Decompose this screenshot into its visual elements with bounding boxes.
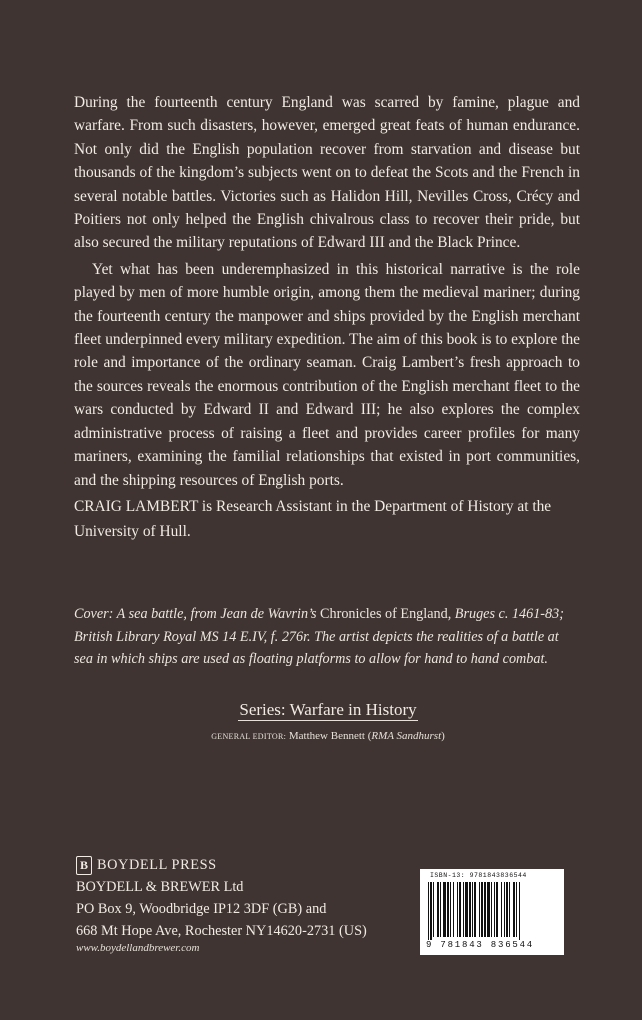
barcode-bar <box>504 882 505 937</box>
barcode-bar <box>509 882 510 937</box>
barcode-bar <box>447 882 449 937</box>
barcode-bar <box>506 882 508 937</box>
series-title <box>0 700 642 720</box>
barcode-bar <box>487 882 490 937</box>
caption-book-title: Chronicles of England <box>320 606 448 622</box>
barcode-bar <box>463 882 464 937</box>
barcode-bar <box>484 882 486 937</box>
author-bio: CRAIG LAMBERT is Research Assistant in the Department of History at the University of Hull. <box>74 497 552 540</box>
press-name: BOYDELL PRESS <box>97 857 217 873</box>
barcode-bar <box>491 882 492 937</box>
publisher-address-uk: PO Box 9, Woodbridge IP12 3DF (GB) and <box>76 901 327 917</box>
isbn-label: ISBN-13: 9781843836544 <box>430 872 527 879</box>
editor-affiliation: RMA Sandhurst <box>371 730 442 742</box>
barcode-bar <box>481 882 483 937</box>
caption-part-1: Cover: A sea battle, from Jean de Wavrin’s <box>74 606 321 622</box>
series-title-text: Series: Warfare in History <box>239 700 417 719</box>
barcode-bar <box>474 882 476 937</box>
blurb-paragraph-2: Yet what has been underemphasized in this historical narrative is the role played by men of more humble origin, among them the medieval mariner; during the fourteenth century the manpower and ships provided by the English merchant fleet underpinned every military expedition. The aim of this book is to explore the role and importance of the ordinary seaman. Craig Lambert’s fresh approach to the sources reveals the enormous contribution of the English merchant fleet to the wars conducted by Edward II and Edward III; he also explores the complex administrative process of raising a fleet and provides career profiles for many mariners, examining the familial relationships that existed in port communities, and the shipping resources of English ports. <box>74 260 580 489</box>
editor-name: Matthew Bennett ( <box>286 730 372 742</box>
barcode-bar <box>453 882 454 937</box>
publisher-website: www.boydellandbrewer.com <box>76 942 200 954</box>
barcode-bar <box>437 882 439 937</box>
barcode-bar <box>519 882 520 940</box>
barcode-bar <box>479 882 480 937</box>
barcode-bar <box>450 882 451 937</box>
barcode-bar <box>513 882 515 937</box>
barcode-bar <box>428 882 429 940</box>
isbn-barcode <box>420 869 564 955</box>
publisher-company: BOYDELL & BREWER Ltd <box>76 879 244 895</box>
caption-part-3: , Bruges c. 1461-83; British Library Royal MS 14 E.IV, f. 276r. The artist depicts the realities of a battle at sea in which ships are used as floating platforms to allow for hand to hand combat. <box>74 606 564 667</box>
publisher-block <box>76 854 416 942</box>
cover-caption <box>74 603 580 671</box>
barcode-bar <box>433 882 434 937</box>
barcode-bar <box>496 882 498 937</box>
blurb-paragraph-1: During the fourteenth century England was scarred by famine, plague and warfare. From such disasters, however, emerged great feats of human endurance. Not only did the English population recover from starvation and disease but thousands of the kingdom’s subjects went on to defeat the Scots and the French in several notable battles. Victories such as Halidon Hill, Nevilles Cross, Crécy and Poitiers not only helped the English chivalrous class to recover their pride, but also secured the military reputations of Edward III and the Black Prince. <box>74 94 580 252</box>
isbn-digits: 9 781843 836544 <box>426 940 535 950</box>
barcode-bar <box>494 882 495 937</box>
barcode-bar <box>469 882 471 937</box>
publisher-address-us: 668 Mt Hope Ave, Rochester NY14620-2731 (US) <box>76 923 367 939</box>
barcode-bar <box>465 882 468 937</box>
barcode-bar <box>443 882 446 937</box>
barcode-bar <box>457 882 458 937</box>
blurb <box>74 91 580 544</box>
editor-close: ) <box>441 730 445 742</box>
barcode-bar <box>501 882 502 937</box>
boydell-logo-icon: B <box>76 856 92 875</box>
editor-label: GENERAL EDITOR: <box>211 732 287 741</box>
barcode-bar <box>440 882 441 937</box>
barcode-bar <box>472 882 473 937</box>
barcode-bars <box>428 882 556 940</box>
barcode-bar <box>459 882 461 937</box>
barcode-bar <box>430 882 432 940</box>
series-editor <box>0 730 642 742</box>
barcode-bar <box>516 882 517 937</box>
press-line <box>76 854 416 876</box>
